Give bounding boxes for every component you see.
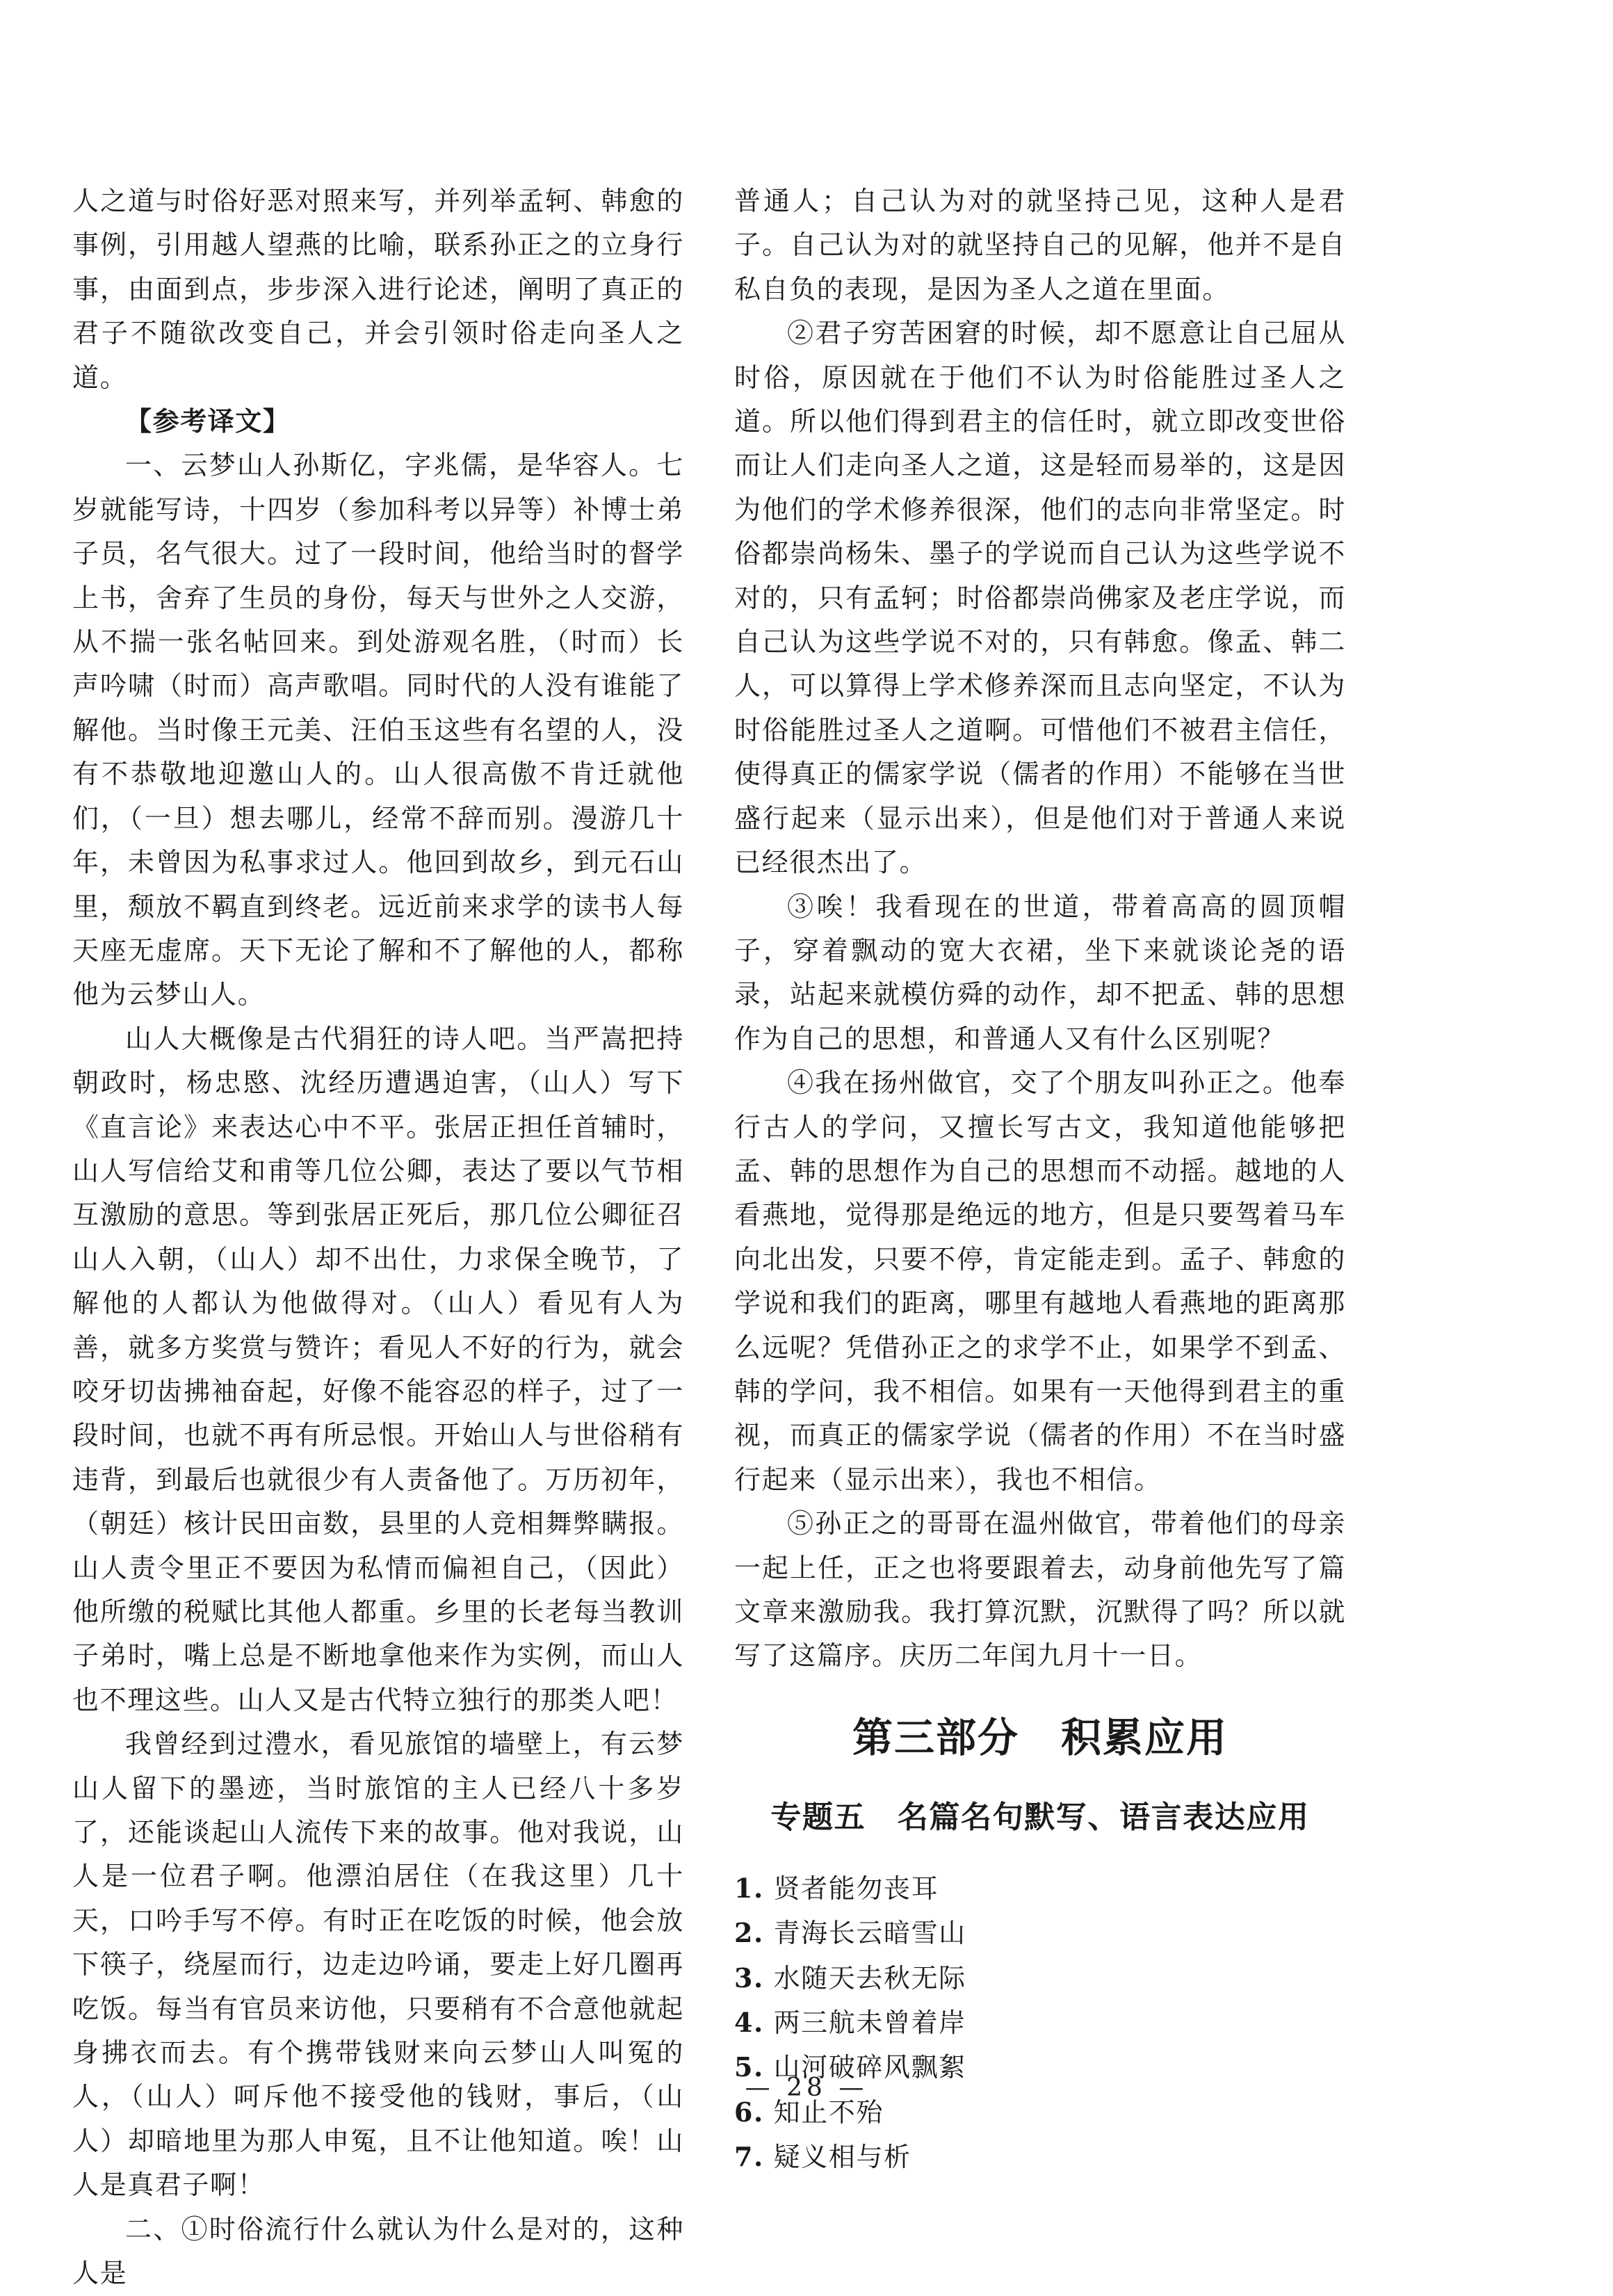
translation-paragraph: 普通人；自己认为对的就坚持己见，这种人是君子。自己认为对的就坚持自己的见解，他并不是自私自负的表现，是因为圣人之道在里面。 xyxy=(734,186,1346,305)
answer-number: 2. xyxy=(734,1917,764,1949)
reference-translation-label: 【参考译文】 xyxy=(125,406,291,437)
answer-list xyxy=(734,1866,1346,2180)
translation-paragraph: 一、云梦山人孙斯亿，字兆儒，是华容人。七岁就能写诗，十四岁（参加科考以异等）补博士弟子员，名气很大。过了一段时间，他给当时的督学上书，舍弃了生员的身份，每天与世外之人交游，从不揣一张名帖回来。到处游观名胜，（时而）长声吟啸（时而）高声歌唱。同时代的人没有谁能了解他。当时像王元美、汪伯玉这些有名望的人，没有不恭敬地迎邀山人的。山人很高傲不肯迁就他们，（一旦）想去哪儿，经常不辞而别。漫游几十年，未曾因为私事求过人。他回到故乡，到元石山里，颓放不羁直到终老。远近前来求学的读书人每天座无虚席。天下无论了解和不了解他的人，都称他为云梦山人。 xyxy=(72,450,684,1010)
translation-paragraph: 山人大概像是古代狷狂的诗人吧。当严嵩把持朝政时，杨忠愍、沈经历遭遇迫害，（山人）写下《直言论》来表达心中不平。张居正担任首辅时，山人写信给艾和甫等几位公卿，表达了要以气节相互激励的意思。等到张居正死后，那几位公卿征召山人入朝，（山人）却不出仕，力求保全晚节，了解他的人都认为他做得对。（山人）看见有人为善，就多方奖赏与赞许；看见人不好的行为，就会咬牙切齿拂袖奋起，好像不能容忍的样子，过了一段时间，也就不再有所忌恨。开始山人与世俗稍有违背，到最后也就很少有人责备他了。万历初年，（朝廷）核计民田亩数，县里的人竞相舞弊瞒报。山人责令里正不要因为私情而偏袒自己，（因此）他所缴的税赋比其他人都重。乡里的长老每当教训子弟时，嘴上总是不断地拿他来作为实例，而山人也不理这些。山人又是古代特立独行的那类人吧！ xyxy=(72,1023,684,1715)
answer-text: 贤者能勿丧耳 xyxy=(773,1873,939,1904)
list-item xyxy=(734,2000,1346,2045)
list-item xyxy=(734,2135,1346,2179)
translation-paragraph: ④我在扬州做官，交了个朋友叫孙正之。他奉行古人的学问，又擅长写古文，我知道他能够把孟、韩的思想作为自己的思想而不动摇。越地的人看燕地，觉得那是绝远的地方，但是只要驾着马车向北出发，只要不停，肯定能走到。孟子、韩愈的学说和我们的距离，哪里有越地人看燕地的距离那么远呢？凭借孙正之的求学不止，如果学不到孟、韩的学问，我不相信。如果有一天他得到君主的重视，而真正的儒家学说（儒者的作用）不在当时盛行起来（显示出来），我也不相信。 xyxy=(734,1067,1346,1495)
list-item xyxy=(734,1911,1346,1955)
topic-title: 专题五 名篇名句默写、语言表达应用 xyxy=(770,1799,1310,1835)
answer-text: 疑义相与析 xyxy=(773,2142,911,2173)
right-column xyxy=(734,179,1346,2180)
translation-paragraph: 二、①时俗流行什么就认为什么是对的，这种人是 xyxy=(72,2213,684,2289)
list-item xyxy=(734,1866,1346,1911)
translation-paragraph: ⑤孙正之的哥哥在温州做官，带着他们的母亲一起上任，正之也将要跟着去，动身前他先写了篇文章来激励我。我打算沉默，沉默得了吗？所以就写了这篇序。庆历二年闰九月十一日。 xyxy=(734,1508,1346,1672)
answer-text: 山河破碎风飘絮 xyxy=(773,2052,966,2083)
answer-text: 两三航未曾着岸 xyxy=(773,2007,966,2039)
answer-number: 1. xyxy=(734,1872,764,1904)
part-title: 第三部分 积累应用 xyxy=(852,1713,1228,1761)
answer-text: 知止不殆 xyxy=(773,2096,884,2128)
answer-text: 水随天去秋无际 xyxy=(773,1962,966,1994)
answer-number: 3. xyxy=(734,1962,764,1994)
translation-paragraph: ③唉！我看现在的世道，带着高高的圆顶帽子，穿着飘动的宽大衣裙，坐下来就谈论尧的语录，站起来就模仿舜的动作，却不把孟、韩的思想作为自己的思想，和普通人又有什么区别呢？ xyxy=(734,891,1346,1054)
page-number: — 28 — xyxy=(745,2073,868,2102)
analysis-continuation: 人之道与时俗好恶对照来写，并列举孟轲、韩愈的事例，引用越人望燕的比喻，联系孙正之的立身行事，由面到点，步步深入进行论述，阐明了真正的君子不随欲改变自己，并会引领时俗走向圣人之道。 xyxy=(72,186,684,393)
answer-number: 6. xyxy=(734,2096,764,2128)
answer-text: 青海长云暗雪山 xyxy=(773,1918,966,1949)
translation-paragraph: 我曾经到过澧水，看见旅馆的墙壁上，有云梦山人留下的墨迹，当时旅馆的主人已经八十多岁了，还能谈起山人流传下来的故事。他对我说，山人是一位君子啊。他漂泊居住（在我这里）几十天，口吟手写不停。有时正在吃饭的时候，他会放下筷子，绕屋而行，边走边吟诵，要走上好几圈再吃饭。每当有官员来访他，只要稍有不合意他就起身拂衣而去。有个携带钱财来向云梦山人叫冤的人，（山人）呵斥他不接受他的钱财，事后，（山人）却暗地里为那人申冤，且不让他知道。唉！山人是真君子啊！ xyxy=(72,1729,684,2201)
left-column xyxy=(72,179,684,2296)
answer-number: 5. xyxy=(734,2051,764,2083)
translation-paragraph: ②君子穷苦困窘的时候，却不愿意让自己屈从时俗，原因就在于他们不认为时俗能胜过圣人之道。所以他们得到君主的信任时，就立即改变世俗而让人们走向圣人之道，这是轻而易举的，这是因为他们的学术修养很深，他们的志向非常坚定。时俗都崇尚杨朱、墨子的学说而自己认为这些学说不对的，只有孟轲；时俗都崇尚佛家及老庄学说，而自己认为这些学说不对的，只有韩愈。像孟、韩二人，可以算得上学术修养深而且志向坚定，不认为时俗能胜过圣人之道啊。可惜他们不被君主信任，使得真正的儒家学说（儒者的作用）不能够在当世盛行起来（显示出来），但是他们对于普通人来说已经很杰出了。 xyxy=(734,318,1346,878)
list-item xyxy=(734,1956,1346,2000)
answer-number: 7. xyxy=(734,2141,764,2173)
answer-number: 4. xyxy=(734,2007,764,2039)
